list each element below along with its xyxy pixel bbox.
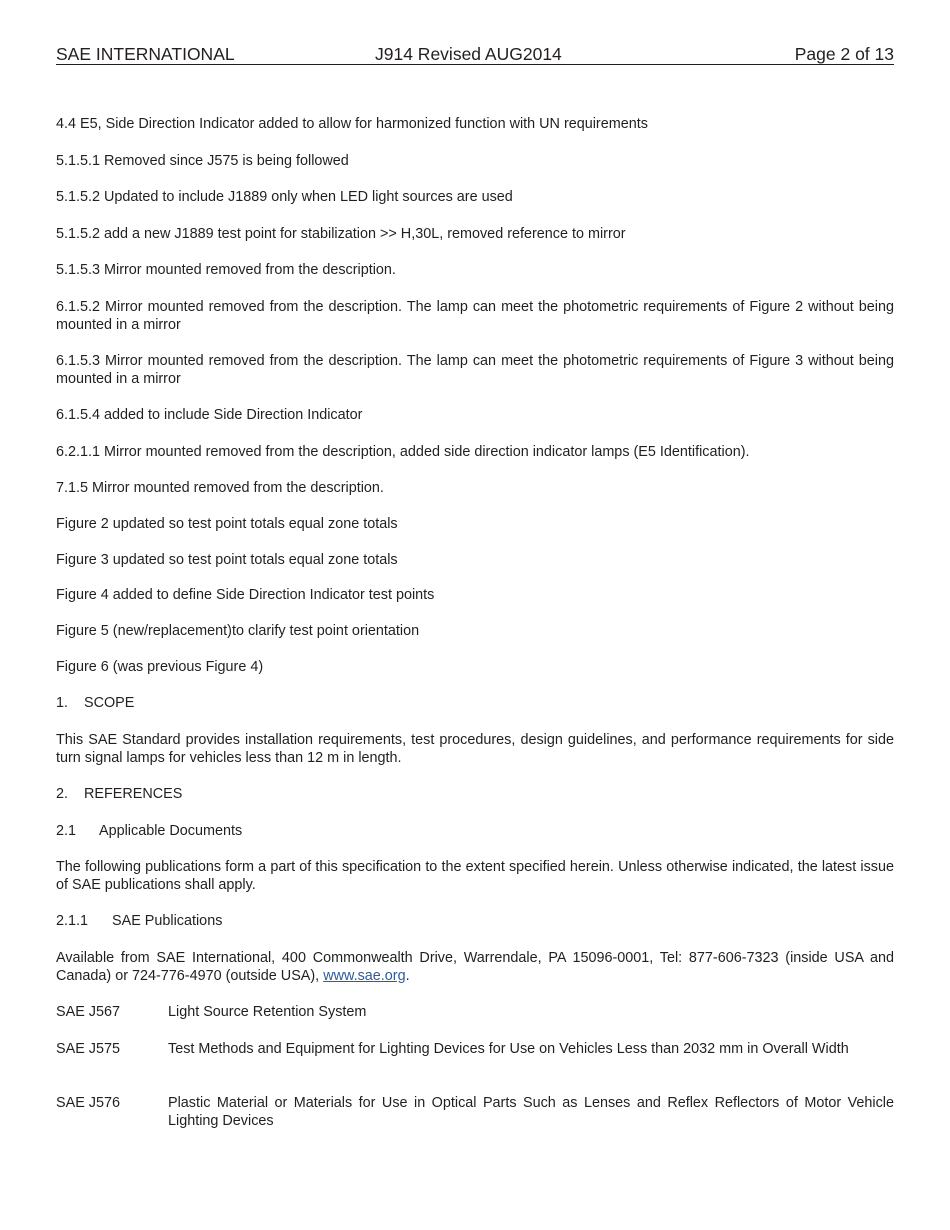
change-item: 6.2.1.1 Mirror mounted removed from the description, added side direction indicator lamps (E5 Identification). bbox=[56, 444, 750, 460]
scope-paragraph: This SAE Standard provides installation requirements, test procedures, design guidelines, and performance requirements for side turn signal lamps for vehicles less than 12 m in length. bbox=[56, 732, 894, 766]
sae-website-link[interactable]: www.sae.org bbox=[323, 967, 406, 984]
subsection-heading-sae-publications bbox=[56, 913, 894, 931]
page-header bbox=[56, 44, 894, 65]
change-item: Figure 3 updated so test point totals equal zone totals bbox=[56, 552, 398, 568]
header-page-number: Page 2 of 13 bbox=[794, 44, 894, 64]
section-title: SAE Publications bbox=[112, 913, 223, 929]
change-item: Figure 4 added to define Side Direction Indicator test points bbox=[56, 587, 435, 603]
change-item: 5.1.5.2 add a new J1889 test point for stabilization >> H,30L, removed reference to mirror bbox=[56, 226, 626, 242]
applicable-documents-paragraph: The following publications form a part of this specification to the extent specified herein. Unless otherwise indicated, the latest issue of SAE publications shall apply. bbox=[56, 859, 894, 893]
reference-entry bbox=[56, 1041, 894, 1059]
section-heading-scope bbox=[56, 695, 894, 713]
reference-title: Light Source Retention System bbox=[168, 1004, 367, 1020]
subsection-heading-applicable-documents bbox=[56, 823, 894, 841]
change-item: 6.1.5.3 Mirror mounted removed from the description. The lamp can meet the photometric requirements of Figure 3 without being mounted in a mirror bbox=[56, 353, 894, 387]
change-item: Figure 2 updated so test point totals equal zone totals bbox=[56, 516, 398, 532]
reference-title: Plastic Material or Materials for Use in Optical Parts Such as Lenses and Reflex Reflectors of Motor Vehicle Lighting Devices bbox=[168, 1095, 894, 1129]
section-number: 2.1.1 bbox=[56, 913, 89, 929]
reference-entry bbox=[56, 1095, 894, 1130]
section-number: 1. bbox=[56, 695, 69, 711]
reference-entry bbox=[56, 1004, 894, 1022]
change-item: Figure 6 (was previous Figure 4) bbox=[56, 659, 264, 675]
section-number: 2.1 bbox=[56, 823, 77, 839]
change-item: 5.1.5.2 Updated to include J1889 only when LED light sources are used bbox=[56, 189, 513, 205]
change-item: 7.1.5 Mirror mounted removed from the description. bbox=[56, 480, 384, 496]
reference-code: SAE J575 bbox=[56, 1041, 120, 1057]
change-item: 6.1.5.4 added to include Side Direction Indicator bbox=[56, 407, 363, 423]
availability-text: Available from SAE International, 400 Commonwealth Drive, Warrendale, PA 15096-0001, Tel: 877-606-7323 (inside USA and Canada) or 724-776-4970 (outside USA), bbox=[56, 950, 894, 984]
reference-code: SAE J567 bbox=[56, 1004, 120, 1020]
section-number: 2. bbox=[56, 786, 69, 802]
change-item: 5.1.5.3 Mirror mounted removed from the description. bbox=[56, 262, 396, 278]
change-item: Figure 5 (new/replacement)to clarify test point orientation bbox=[56, 623, 420, 639]
availability-text-end: . bbox=[405, 967, 410, 984]
header-organization: SAE INTERNATIONAL bbox=[56, 44, 235, 64]
reference-title: Test Methods and Equipment for Lighting Devices for Use on Vehicles Less than 2032 mm in Overall Width bbox=[168, 1041, 849, 1057]
change-item: 5.1.5.1 Removed since J575 is being followed bbox=[56, 153, 349, 169]
section-title: REFERENCES bbox=[84, 786, 183, 802]
change-item: 4.4 E5, Side Direction Indicator added to allow for harmonized function with UN requirements bbox=[56, 116, 648, 132]
section-title: Applicable Documents bbox=[99, 823, 243, 839]
reference-code: SAE J576 bbox=[56, 1095, 120, 1111]
section-title: SCOPE bbox=[84, 695, 135, 711]
change-item: 6.1.5.2 Mirror mounted removed from the description. The lamp can meet the photometric requirements of Figure 2 without being mounted in a mirror bbox=[56, 299, 894, 333]
header-document-id: J914 Revised AUG2014 bbox=[375, 44, 562, 64]
sae-publications-paragraph bbox=[56, 950, 894, 985]
section-heading-references bbox=[56, 786, 894, 804]
